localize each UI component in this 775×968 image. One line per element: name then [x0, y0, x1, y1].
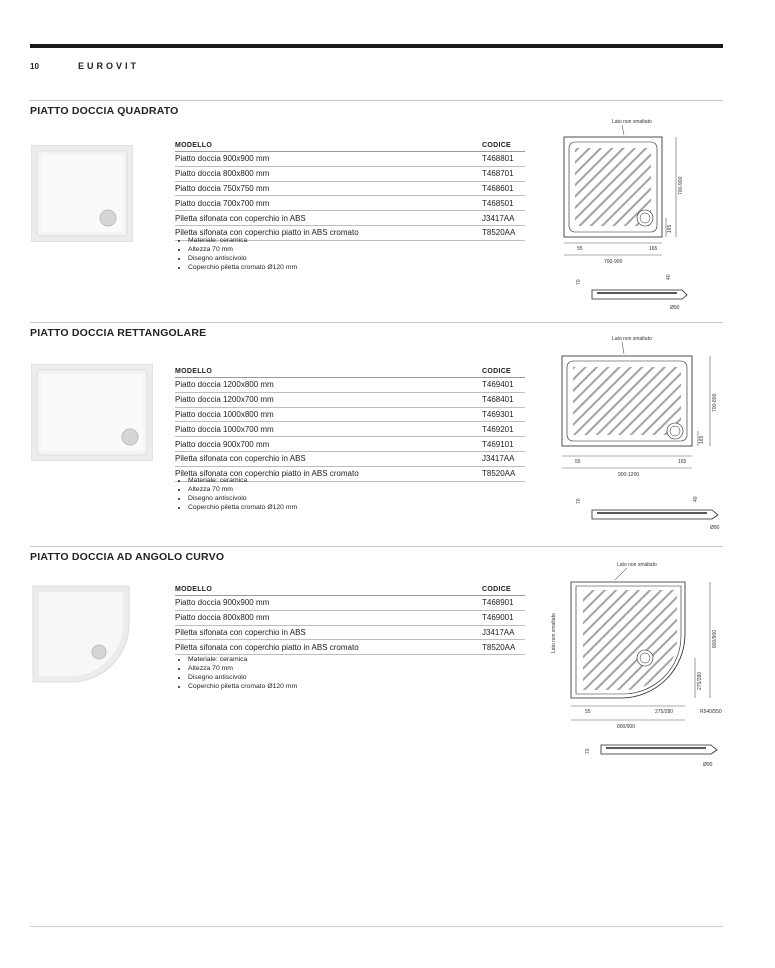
top-rule	[30, 44, 723, 48]
section-square	[30, 100, 723, 315]
list-item: • Altezza 70 mm	[188, 245, 297, 254]
list-item: • Materiale: ceramica	[188, 236, 297, 245]
section-title: PIATTO DOCCIA AD ANGOLO CURVO	[30, 551, 225, 563]
page-number: 10	[30, 62, 39, 71]
section-rectangular	[30, 322, 723, 542]
side-dimension: 800/900	[712, 629, 718, 648]
list-item: • Coperchio piletta cromato Ø120 mm	[188, 503, 297, 512]
table-row: Piatto doccia 1000x800 mm T469301	[175, 407, 525, 422]
col-header-code: CODICE	[482, 582, 525, 596]
list-item: • Altezza 70 mm	[188, 664, 297, 673]
depth-dimension: 40	[666, 274, 672, 280]
features-list	[178, 236, 297, 272]
offset-dimension: 165	[699, 435, 705, 444]
right-dimension: 165	[649, 246, 658, 252]
table-row: Piletta sifonata con coperchio piatto in ABS cromato T8520AA	[175, 466, 525, 481]
bottom-rule	[30, 926, 723, 927]
technical-drawing	[542, 115, 692, 315]
features-list	[178, 476, 297, 512]
table-row: Piletta sifonata con coperchio in ABS J3417AA	[175, 451, 525, 466]
col-header-code: CODICE	[482, 138, 525, 152]
side-dimension: 700-800	[712, 393, 718, 412]
list-item: • Materiale: ceramica	[188, 476, 297, 485]
height-dimension: 70	[576, 498, 582, 504]
left-dimension: 55	[577, 246, 583, 252]
spec-table	[175, 582, 525, 655]
col-header-code: CODICE	[482, 364, 525, 378]
table-row: Piatto doccia 800x800 mm T468701	[175, 166, 525, 181]
top-label: Lato non smaltato	[617, 562, 657, 568]
table-row: Piatto doccia 900x700 mm T469101	[175, 437, 525, 452]
product-photo	[31, 364, 153, 461]
section-quadrant	[30, 546, 723, 776]
section-title: PIATTO DOCCIA QUADRATO	[30, 105, 179, 117]
col-header-model: MODELLO	[175, 364, 482, 378]
table-row: Piletta sifonata con coperchio piatto in ABS cromato T8520AA	[175, 225, 525, 240]
drain-dimension: Ø90	[710, 525, 720, 531]
drain-dimension: Ø90	[703, 762, 713, 768]
list-item: • Materiale: ceramica	[188, 655, 297, 664]
list-item: • Disegno antiscivolo	[188, 494, 297, 503]
side-dimension: 700-900	[678, 176, 684, 195]
left-dimension: 55	[575, 459, 581, 465]
spec-table	[175, 138, 525, 241]
product-photo	[31, 584, 131, 684]
left-dimension: 55	[585, 709, 591, 715]
table-row: Piatto doccia 1200x800 mm T469401	[175, 378, 525, 393]
brand-name: EUROVIT	[78, 61, 140, 71]
list-item: • Disegno antiscivolo	[188, 254, 297, 263]
list-item: • Altezza 70 mm	[188, 485, 297, 494]
technical-drawing	[545, 558, 725, 773]
spec-table	[175, 364, 525, 482]
table-row: Piletta sifonata con coperchio piatto in ABS cromato T8520AA	[175, 640, 525, 655]
table-row: Piatto doccia 1200x700 mm T468401	[175, 392, 525, 407]
left-label: Lato non smaltato	[551, 613, 557, 653]
right-dimension: 275/280	[655, 709, 674, 715]
section-divider	[30, 546, 723, 547]
features-list	[178, 655, 297, 691]
width-dimension: 700-900	[604, 259, 623, 265]
list-item: • Coperchio piletta cromato Ø120 mm	[188, 682, 297, 691]
width-dimension: 900-1200	[618, 472, 640, 478]
col-header-model: MODELLO	[175, 582, 482, 596]
offset-dimension: 275/280	[697, 671, 703, 690]
top-label: Lato non smaltato	[612, 119, 652, 125]
width-dimension: 800/900	[617, 724, 636, 730]
table-row: Piatto doccia 800x800 mm T469001	[175, 610, 525, 625]
table-row: Piatto doccia 700x700 mm T468501	[175, 196, 525, 211]
top-label: Lato non smaltato	[612, 336, 652, 342]
list-item: • Coperchio piletta cromato Ø120 mm	[188, 263, 297, 272]
height-dimension: 70	[576, 279, 582, 285]
col-header-model: MODELLO	[175, 138, 482, 152]
table-row: Piletta sifonata con coperchio in ABS J3417AA	[175, 625, 525, 640]
table-row: Piatto doccia 900x900 mm T468901	[175, 596, 525, 611]
table-row: Piatto doccia 750x750 mm T468601	[175, 181, 525, 196]
height-dimension: 70	[585, 748, 591, 754]
table-row: Piatto doccia 1000x700 mm T469201	[175, 422, 525, 437]
table-row: Piletta sifonata con coperchio in ABS J3417AA	[175, 211, 525, 226]
section-divider	[30, 322, 723, 323]
technical-drawing	[540, 332, 720, 532]
drain-dimension: Ø90	[670, 305, 680, 311]
offset-dimension: 165	[667, 224, 673, 233]
list-item: • Disegno antiscivolo	[188, 673, 297, 682]
depth-dimension: 40	[693, 496, 699, 502]
right-dimension: 165	[678, 459, 687, 465]
table-row: Piatto doccia 900x900 mm T468801	[175, 152, 525, 167]
product-photo	[31, 145, 133, 242]
section-title: PIATTO DOCCIA RETTANGOLARE	[30, 327, 207, 339]
section-divider	[30, 100, 723, 101]
radius-dimension: R540/550	[700, 709, 722, 715]
